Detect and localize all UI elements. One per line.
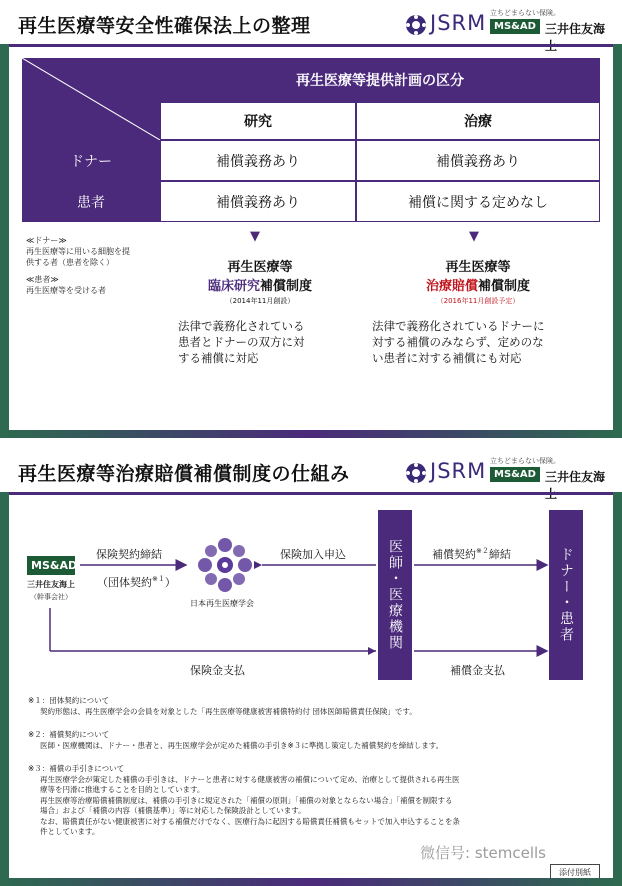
right-description: [372, 318, 545, 366]
desc-line: い患者に対する補償にも対応: [372, 351, 522, 365]
appendix-tag: 添付別紙: [550, 864, 600, 880]
diagonal-line: [22, 58, 160, 140]
jsrm-society-logo-icon: [190, 534, 260, 596]
classification-table: [22, 58, 600, 222]
desc-line: 対する補償のみならず、定めのな: [372, 335, 544, 349]
table-group-header: 再生医療等提供計画の区分: [160, 58, 600, 102]
table-cell: 補償義務あり: [160, 181, 356, 222]
system-highlight: 治療賠償: [425, 279, 478, 294]
msad-logo: MS&AD: [490, 467, 540, 482]
patient-note-heading: ≪患者≫: [26, 275, 59, 284]
slide-2-title: 再生医療等治療賠償補償制度の仕組み: [18, 463, 350, 485]
footnote-body: 再生医療等治療賠償補償制度は、補償の手引きに規定された「補償の原則」「補償の対象とならない場合」「補償を制限する: [40, 795, 453, 805]
col-header-treatment: 治療: [356, 102, 600, 140]
header-divider: [0, 44, 622, 47]
footnote-heading: ※１：団体契約について: [28, 696, 110, 705]
row-header-patient: 患者: [22, 181, 160, 222]
pay-insurance-arrow-head: [368, 647, 376, 655]
system-line: 再生医療等: [227, 260, 293, 275]
desc-line: 法律で義務化されているドナーに: [372, 319, 545, 333]
desc-line: する補償に対応: [178, 351, 259, 365]
comp-contract-tail: 締結: [488, 548, 511, 561]
footnote-body: なお、賠償責任がない健康被害に対する補償だけでなく、医療行為に起因する賠償責任補償もセットで加入申込することを条: [40, 816, 460, 826]
footnote-heading: ※３：補償の手引きについて: [28, 764, 125, 773]
slide-1: [0, 0, 622, 438]
msad-logo: MS&AD: [490, 19, 540, 34]
left-description: [178, 318, 305, 366]
table-cell: 補償義務あり: [160, 140, 356, 181]
footnote-body: 件としています。: [40, 827, 100, 836]
comp-contract-text: 補償契約: [432, 548, 476, 561]
system-line: 再生医療等: [445, 260, 511, 275]
footnote-1: [28, 696, 417, 717]
footnote-2: [28, 730, 443, 751]
table-cell: 補償に関する定めなし: [356, 181, 600, 222]
bottom-bar: [0, 878, 622, 886]
footnote-body: 療等を円滑に推進することを目的としています。: [40, 785, 205, 794]
system-date: （2016年11月創設予定）: [436, 297, 520, 305]
header-logos: [405, 8, 615, 40]
wechat-watermark: 微信号: stemcells: [420, 844, 546, 862]
footnote-ref: ※２: [476, 547, 489, 555]
jsrm-wordmark: JSRM: [430, 11, 487, 35]
col-header-research: 研究: [160, 102, 356, 140]
table-cell: 補償義務あり: [356, 140, 600, 181]
table-corner-cell: [22, 58, 160, 140]
footnote-ref: ※１: [152, 575, 165, 583]
medical-institution-box: 医師・医療機関: [378, 510, 412, 680]
footnote-body: 医師・医療機関は、ドナー・患者と、再生医療学会が定めた補償の手引き※３に準拠し策定した補償契約を締結します。: [40, 740, 444, 750]
system-tail: 補償制度: [260, 279, 313, 294]
apply-label: 保険加入申込: [280, 548, 346, 561]
insurer-role: （幹事会社）: [30, 593, 72, 601]
down-arrow-icon: ▼: [469, 229, 479, 244]
comp-contract-label: [432, 546, 511, 562]
desc-line: 患者とドナーの双方に対: [178, 335, 305, 349]
group-contract-text: （団体契約: [97, 576, 152, 589]
mitsui-name: 三井住友海: [545, 470, 606, 484]
mitsui-name: 三井住友海: [545, 22, 606, 36]
down-arrow-icon: ▼: [250, 229, 260, 244]
patient-note-line: 再生医療等を受ける者: [26, 286, 106, 295]
system-highlight: 臨床研究: [207, 279, 260, 294]
footnote-body: 場合」および「補償の内容（補償基準）」等に対応した保険設計としています。: [40, 806, 306, 815]
system-date: （2014年11月創設）: [225, 297, 295, 305]
donor-note-line: 再生医療等に用いる細胞を提: [26, 247, 130, 256]
contract-label: 保険契約締結: [96, 548, 162, 561]
system-tail: 補償制度: [478, 279, 531, 294]
insurer-tagline: 立ちどまらない保険。: [490, 457, 560, 465]
jsrm-wordmark: JSRM: [430, 459, 487, 483]
left-border: [0, 44, 9, 438]
insurer-tagline: 立ちどまらない保険。: [490, 9, 560, 17]
donor-note-line: 供する者（患者を除く）: [26, 258, 114, 267]
right-border: [613, 44, 622, 438]
msad-logo: MS&AD: [27, 556, 75, 575]
jsrm-logo-icon: [405, 14, 427, 36]
slide-1-title: 再生医療等安全性確保法上の整理: [18, 15, 311, 37]
donor-patient-box: ドナー・患者: [549, 510, 583, 680]
slide-2: [0, 448, 622, 886]
footnote-body: 契約形態は、再生医療学会の会員を対象とした「再生医療等健康被害補償特約付 団体医師賠償責任保険」です。: [40, 706, 417, 716]
clinical-research-system: [180, 258, 340, 306]
insurer-name: 三井住友海上: [27, 580, 75, 589]
footnote-body: 再生医療学会が策定した補償の手引きは、ドナーと患者に対する健康被害の補償について定め、治療として提供される再生医: [40, 774, 460, 784]
definition-notes: [26, 235, 130, 296]
row-header-donor: ドナー: [22, 140, 160, 181]
pay-comp-label: 補償金支払: [450, 664, 505, 677]
society-name: 日本再生医療学会: [190, 599, 254, 608]
treatment-liability-system: [398, 258, 558, 306]
group-contract-label: （団体契約$^{※1}$）: [97, 575, 176, 589]
pay-insurance-label: 保険金支払: [190, 664, 245, 677]
footnote-3: [28, 764, 460, 838]
donor-note-heading: ≪ドナー≫: [26, 236, 67, 245]
bottom-bar: [0, 430, 622, 438]
desc-line: 法律で義務化されている: [178, 319, 305, 333]
footnote-heading: ※２：補償契約について: [28, 730, 110, 739]
